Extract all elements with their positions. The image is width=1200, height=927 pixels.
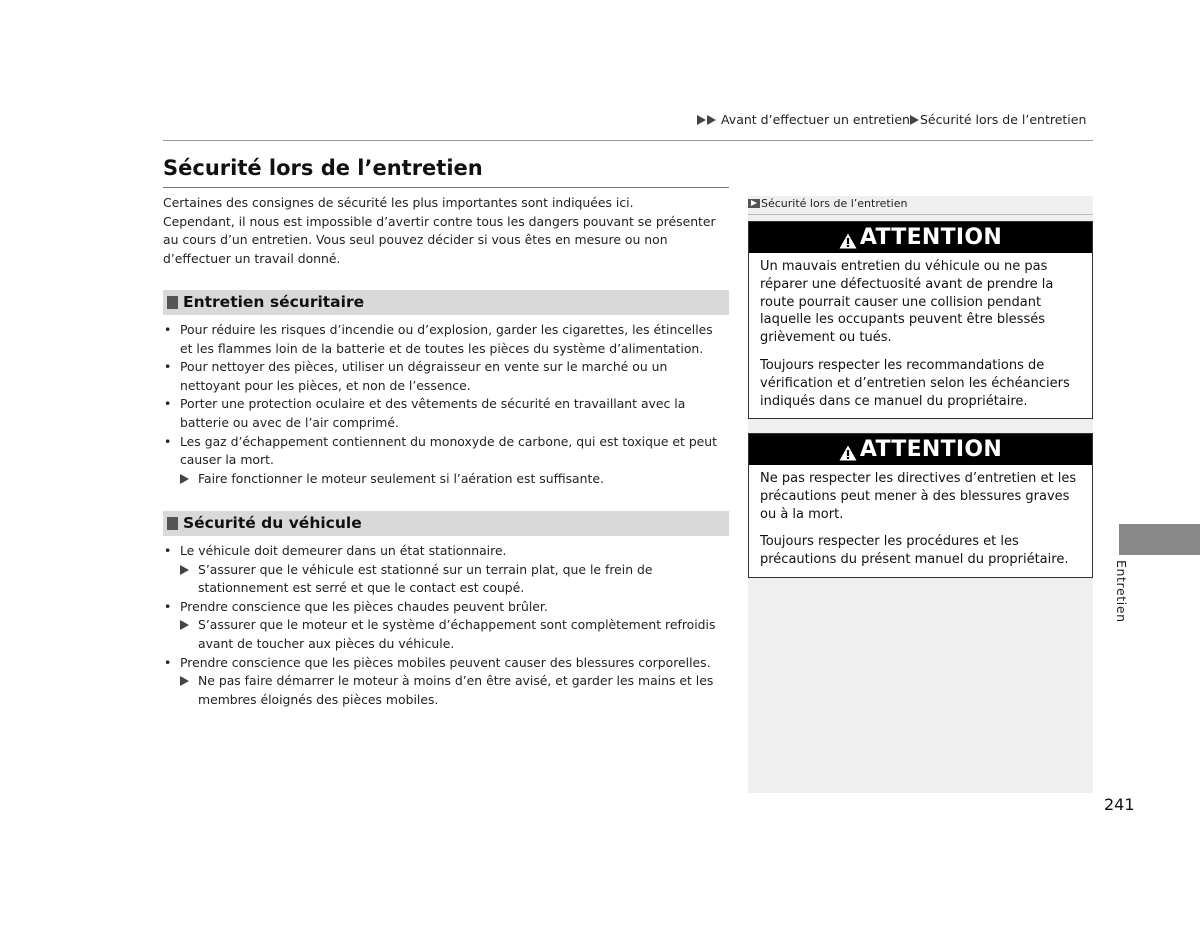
section-heading-entretien [163,290,729,315]
sub-item: Ne pas faire démarrer le moteur à moins d’en être avisé, et garder les mains et les membres éloignés des pièces mobiles. [180,672,729,709]
page-title: Sécurité lors de l’entretien [163,156,483,180]
square-bullet-icon [167,517,178,530]
title-divider [163,187,729,188]
intro-text [163,194,733,268]
header-divider [163,140,1093,141]
list-item: • Les gaz d’échappement contiennent du monoxyde de carbone, qui est toxique et peut causer la mort. Faire fonctionner le moteur seulement si l’aération est suffisante. [163,433,729,489]
safety-list [163,321,729,488]
sub-item: S’assurer que le véhicule est stationné sur un terrain plat, que le frein de stationnement est serré et que le contact est coupé. [180,561,729,598]
section-heading-text: Entretien sécuritaire [183,293,365,311]
breadcrumb [697,112,1097,130]
warning-triangle-icon [839,230,857,246]
arrow-right-icon [910,115,919,125]
warning-body [749,253,1092,418]
sidebar-divider [748,214,1093,215]
sub-item: Faire fonctionner le moteur seulement si l’aération est suffisante. [180,470,729,489]
list-item: • Pour réduire les risques d’incendie ou d’explosion, garder les cigarettes, les étincelles et les flammes loin de la batterie et de toutes les pièces du système d’alimentation. [163,321,729,358]
arrow-right-icon [697,115,706,125]
list-item: • Prendre conscience que les pièces chaudes peuvent brûler. S’assurer que le moteur et le système d’échappement sont complètement refroidis avant de toucher aux pièces du véhicule. [163,598,729,654]
square-bullet-icon [167,296,178,309]
arrow-right-icon [180,565,189,575]
breadcrumb-item-current: Sécurité lors de l’entretien [919,112,1087,127]
intro-line-2: Cependant, il nous est impossible d’avertir contre tous les dangers pouvant se présenter au cours d’un entretien. Vous seul pouvez décider si vous êtes en mesure ou non d’effectuer un travail donné. [163,213,716,266]
chapter-tab[interactable] [1119,524,1200,555]
list-item: • Le véhicule doit demeurer dans un état stationnaire. S’assurer que le véhicule est stationné sur un terrain plat, que le frein de stationnement est serré et que le contact est coupé. [163,542,729,598]
warning-header [749,222,1092,253]
list-item: • Pour nettoyer des pièces, utiliser un dégraisseur en vente sur le marché ou un nettoyant pour les pièces, et non de l’essence. [163,358,729,395]
page-number: 241 [1104,795,1135,814]
reference-icon [748,199,760,208]
arrow-right-icon [180,620,189,630]
warning-paragraph: Ne pas respecter les directives d’entretien et les précautions peut mener à des blessures graves ou à la mort. [760,471,1077,522]
intro-line-1: Certaines des consignes de sécurité les plus importantes sont indiquées ici. [163,195,634,210]
warning-header [749,434,1092,465]
warning-paragraph: Toujours respecter les procédures et les précautions du présent manuel du propriétaire. [760,534,1069,568]
vehicle-safety-list [163,542,729,709]
warning-body [749,465,1092,577]
warning-box [748,433,1093,578]
chapter-tab-label: Entretien [1114,560,1129,623]
list-item: • Porter une protection oculaire et des vêtements de sécurité en travaillant avec la batterie ou avec de l’air comprimé. [163,395,729,432]
section-heading-text: Sécurité du véhicule [183,514,362,532]
warning-title: ATTENTION [859,225,1003,250]
breadcrumb-item-parent[interactable]: Avant d’effectuer un entretien [720,112,910,127]
warning-paragraph: Toujours respecter les recommandations de vérification et d’entretien selon les échéanciers indiqués dans ce manuel du propriétaire. [760,357,1070,409]
list-item: • Prendre conscience que les pièces mobiles peuvent causer des blessures corporelles. Ne pas faire démarrer le moteur à moins d’en être avisé, et garder les mains et les membres éloignés des pièces mobiles. [163,654,729,710]
sidebar-reference-label: Sécurité lors de l’entretien [748,196,1093,215]
warning-triangle-icon [839,442,857,458]
arrow-right-icon [180,474,189,484]
arrow-right-icon [180,676,189,686]
arrow-right-icon [707,115,716,125]
warning-title: ATTENTION [859,437,1003,462]
section-heading-vehicule [163,511,729,536]
warning-paragraph: Un mauvais entretien du véhicule ou ne pas réparer une défectuosité avant de prendre la route pourrait causer une collision pendant laquelle les occupants peuvent être blessés grièvement ou tués. [760,259,1054,346]
sub-item: S’assurer que le moteur et le système d’échappement sont complètement refroidis avant de toucher aux pièces du véhicule. [180,616,729,653]
warning-box [748,221,1093,419]
